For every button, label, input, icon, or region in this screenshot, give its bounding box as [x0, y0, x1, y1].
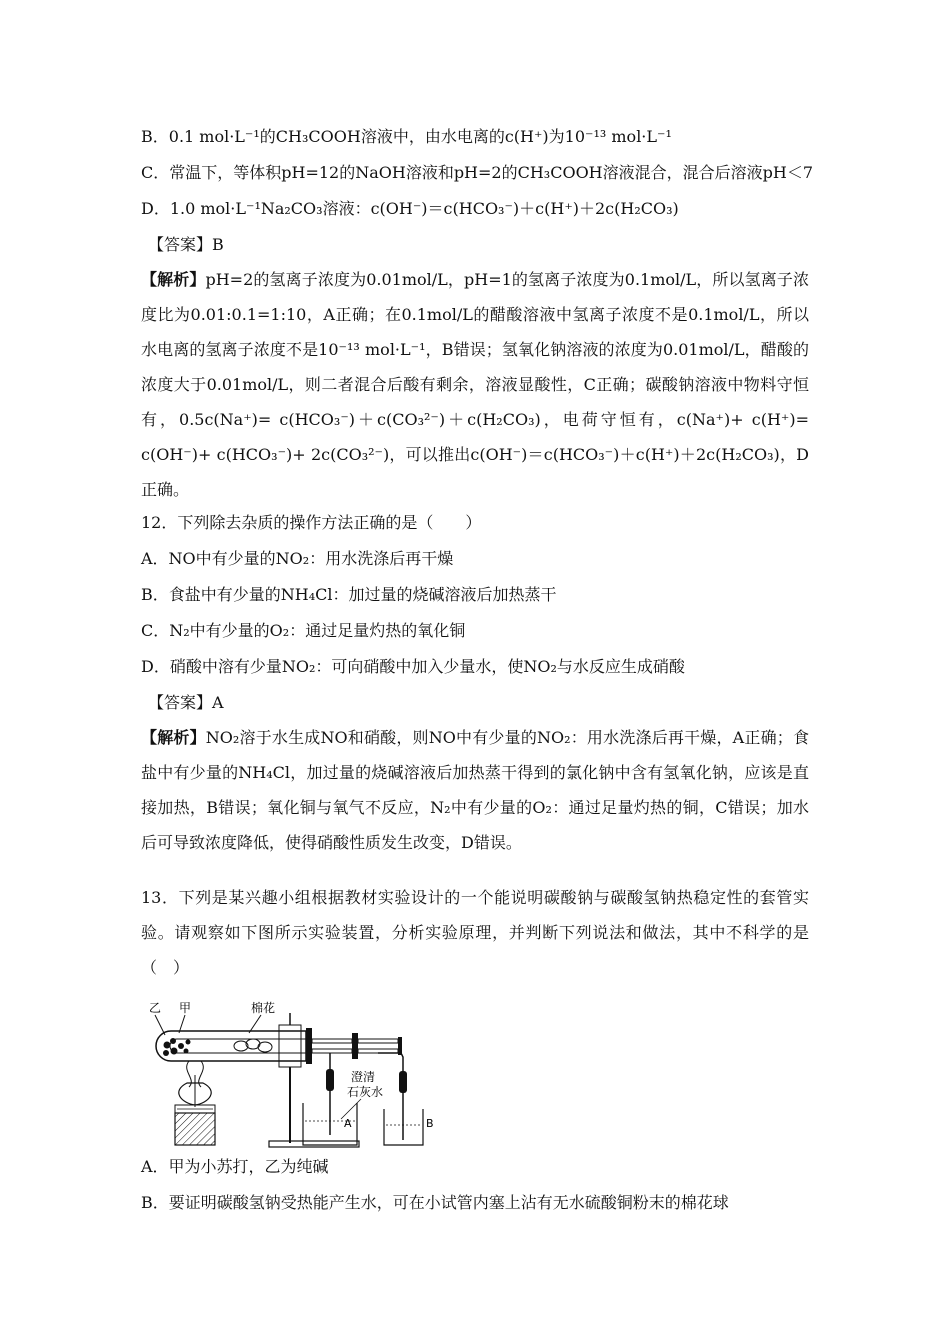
label-a: A — [344, 1117, 352, 1130]
q12-analysis-text: NO₂溶于水生成NO和硝酸，则NO中有少量的NO₂：用水洗涤后再干燥，A正确；食盐中有少量的NH₄Cl，加过量的烧碱溶液后加热蒸干得到的氯化钠中含有氢氧化钠，应该是直接加热，B错误；氧化铜与氧气不反应，N₂中有少量的O₂：通过足量灼热的铜，C错误；加水后可导致浓度降低，使得硝酸性质发生改变，D错误。 — [141, 728, 809, 852]
wooden-block — [175, 1113, 215, 1145]
q13-stem: 13．下列是某兴趣小组根据教材实验设计的一个能说明碳酸钠与碳酸氢钠热稳定性的套管实验。请观察如下图所示实验装置，分析实验原理，并判断下列说法和做法，其中不科学的是（ ） — [141, 888, 809, 977]
q12-option-d: D．硝酸中溶有少量NO₂：可向硝酸中加入少量水，使NO₂与水反应生成硝酸 — [141, 657, 685, 676]
q11-option-c: C．常温下，等体积pH=12的NaOH溶液和pH=2的CH₃COOH溶液混合，混合后溶液pH＜7 — [141, 163, 814, 182]
q12-answer: 【答案】A — [148, 693, 224, 712]
label-yi: 乙 — [149, 1001, 162, 1015]
q11-option-b: B．0.1 mol·L⁻¹的CH₃COOH溶液中，由水电离的c(H⁺)为10⁻¹³ mol·L⁻¹ — [141, 127, 672, 146]
apparatus-figure — [141, 995, 441, 1150]
q11-answer: 【答案】B — [148, 235, 224, 254]
q12-analysis-label: 【解析】 — [141, 728, 206, 747]
q13-option-b: B．要证明碳酸氢钠受热能产生水，可在小试管内塞上沾有无水硫酸铜粉末的棉花球 — [141, 1193, 729, 1212]
label-b: B — [426, 1117, 434, 1130]
q12-analysis — [141, 720, 809, 860]
alcohol-lamp — [175, 1061, 215, 1113]
q13-option-a: A．甲为小苏打，乙为纯碱 — [141, 1157, 329, 1176]
q11-analysis-text: pH=2的氢离子浓度为0.01mol/L，pH=1的氢离子浓度为0.1mol/L，所以氢离子浓度比为0.01:0.1=1:10，A正确；在0.1mol/L的醋酸溶液中氢离子浓度不是0.1mol/L，所以水电离的氢离子浓度不是10⁻¹³ mol·L⁻¹，B错误；氢氧化钠溶液的浓度为0.01mol/L，醋酸的浓度大于0.01mol/L，则二者混合后酸有剩余，溶液显酸性，C正确；碳酸钠溶液中物料守恒有，0.5c(Na⁺)= c(HCO₃⁻)＋c(CO₃²⁻)＋c(H₂CO₃)，电荷守恒有，c(Na⁺)+ c(H⁺)= c(OH⁻)+ c(HCO₃⁻)+ 2c(CO₃²⁻)，可以推出c(OH⁻)＝c(HCO₃⁻)＋c(H⁺)＋2c(H₂CO₃)，D正确。 — [141, 270, 809, 499]
q12-option-b: B．食盐中有少量的NH₄Cl：加过量的烧碱溶液后加热蒸干 — [141, 585, 557, 604]
q12-option-a: A．NO中有少量的NO₂：用水洗涤后再干燥 — [141, 549, 454, 568]
q12-option-c: C．N₂中有少量的O₂：通过足量灼热的氧化铜 — [141, 621, 466, 640]
q11-analysis-label: 【解析】 — [141, 270, 206, 289]
cotton-ball — [234, 1039, 272, 1052]
label-limewater-2: 石灰水 — [347, 1085, 384, 1099]
label-limewater-1: 澄清 — [351, 1070, 376, 1084]
label-jia: 甲 — [179, 1001, 192, 1015]
q12-stem: 12．下列除去杂质的操作方法正确的是（ ） — [141, 513, 482, 532]
label-cotton: 棉花 — [251, 1001, 276, 1015]
q11-analysis — [141, 262, 809, 507]
q11-option-d: D．1.0 mol·L⁻¹Na₂CO₃溶液：c(OH⁻)＝c(HCO₃⁻)＋c(H⁺)＋2c(H₂CO₃) — [141, 199, 679, 218]
